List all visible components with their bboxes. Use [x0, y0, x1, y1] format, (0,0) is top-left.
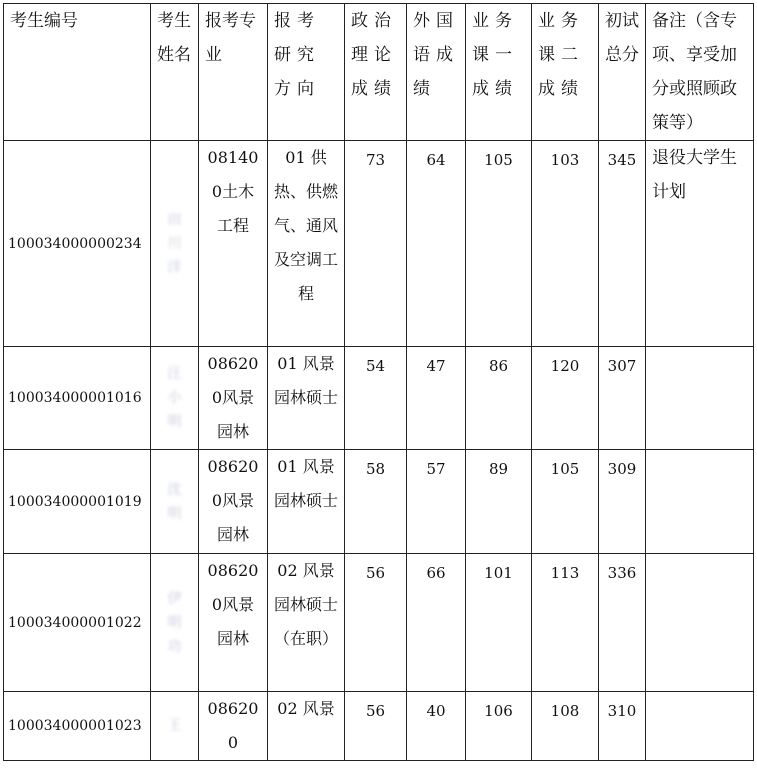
cell-id: 100034000001023	[4, 692, 151, 761]
cell-name: 王	[151, 692, 199, 761]
cell-course1: 106	[466, 692, 532, 761]
header-politics: 政治理论成绩	[345, 4, 407, 141]
table-row	[4, 450, 754, 554]
table-row	[4, 347, 754, 450]
score-table	[3, 3, 754, 761]
cell-remark	[646, 554, 754, 692]
header-id: 考生编号	[4, 4, 151, 141]
cell-course2: 105	[532, 450, 599, 554]
cell-name: 田川洋	[151, 141, 199, 347]
score-table-container	[3, 3, 754, 761]
cell-id: 100034000001022	[4, 554, 151, 692]
cell-total: 307	[599, 347, 646, 450]
cell-direction: 02 风景	[268, 692, 345, 761]
cell-name: 汪小明	[151, 347, 199, 450]
cell-course1: 86	[466, 347, 532, 450]
header-name: 考生姓名	[151, 4, 199, 141]
cell-major: 081400土木工程	[199, 141, 268, 347]
cell-foreign: 47	[407, 347, 466, 450]
header-foreign: 外国语成绩	[407, 4, 466, 141]
cell-course1: 89	[466, 450, 532, 554]
cell-direction: 02 风景园林硕士（在职）	[268, 554, 345, 692]
cell-course2: 113	[532, 554, 599, 692]
cell-remark: 退役大学生计划	[646, 141, 754, 347]
cell-foreign: 64	[407, 141, 466, 347]
cell-total: 310	[599, 692, 646, 761]
cell-course2: 120	[532, 347, 599, 450]
cell-politics: 56	[345, 692, 407, 761]
header-total: 初试总分	[599, 4, 646, 141]
cell-remark	[646, 347, 754, 450]
cell-major: 086200风景园林	[199, 347, 268, 450]
cell-politics: 56	[345, 554, 407, 692]
table-row	[4, 554, 754, 692]
header-course2: 业务课二成绩	[532, 4, 599, 141]
cell-course2: 103	[532, 141, 599, 347]
cell-name: 伊明功	[151, 554, 199, 692]
header-row	[4, 4, 754, 141]
cell-total: 309	[599, 450, 646, 554]
cell-course1: 105	[466, 141, 532, 347]
cell-politics: 58	[345, 450, 407, 554]
cell-foreign: 40	[407, 692, 466, 761]
cell-foreign: 57	[407, 450, 466, 554]
cell-major: 086200风景园林	[199, 554, 268, 692]
cell-major: 086200	[199, 692, 268, 761]
cell-total: 336	[599, 554, 646, 692]
header-course1: 业务课一成绩	[466, 4, 532, 141]
cell-remark	[646, 450, 754, 554]
cell-total: 345	[599, 141, 646, 347]
cell-direction: 01 风景园林硕士	[268, 347, 345, 450]
header-major: 报考专业	[199, 4, 268, 141]
cell-course1: 101	[466, 554, 532, 692]
cell-course2: 108	[532, 692, 599, 761]
cell-id: 100034000000234	[4, 141, 151, 347]
cell-remark	[646, 692, 754, 761]
cell-foreign: 66	[407, 554, 466, 692]
table-row	[4, 141, 754, 347]
cell-id: 100034000001019	[4, 450, 151, 554]
cell-direction: 01 风景园林硕士	[268, 450, 345, 554]
cell-politics: 73	[345, 141, 407, 347]
cell-direction: 01 供热、供燃气、通风及空调工程	[268, 141, 345, 347]
header-direction: 报考研究方向	[268, 4, 345, 141]
table-row	[4, 692, 754, 761]
cell-major: 086200风景园林	[199, 450, 268, 554]
cell-politics: 54	[345, 347, 407, 450]
cell-id: 100034000001016	[4, 347, 151, 450]
header-remark: 备注（含专项、享受加分或照顾政策等）	[646, 4, 754, 141]
cell-name: 沈明	[151, 450, 199, 554]
